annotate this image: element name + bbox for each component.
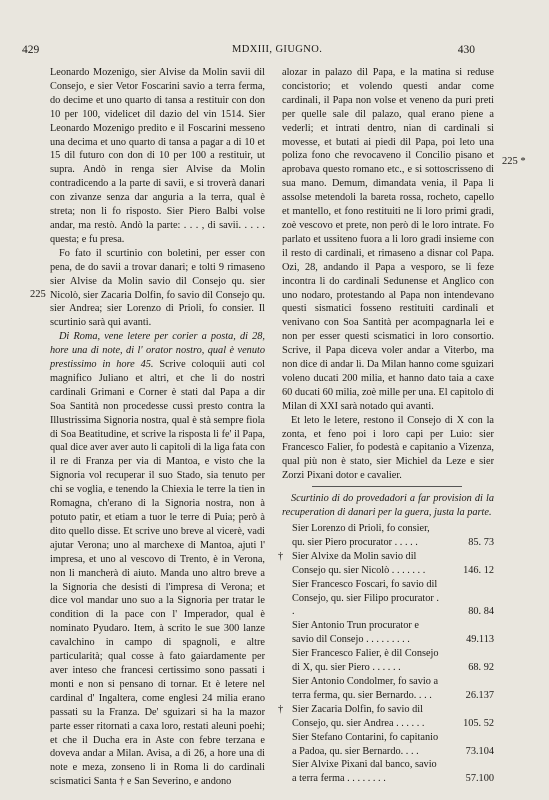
divider: [312, 486, 462, 487]
scrutiny-heading: Scurtinio di do provedadori a far provision di la recuperation di danari per la guera, justa la parte.: [282, 493, 494, 519]
page-number-left: 429: [22, 44, 40, 56]
vote-count: 73.104: [465, 745, 494, 757]
right-column: [278, 66, 494, 786]
vote-count: 146. 12: [463, 564, 494, 576]
candidate-name: Sier Francesco Foscari, fo savio dil Consejo, qu. sier Filipo procurator . .: [292, 578, 439, 618]
candidate-name: Sier Alvixe da Molin savio dil Consejo qu. sier Nicolò . . . . . . .: [292, 550, 426, 576]
table-row: [282, 758, 494, 786]
vote-count: 57.100: [465, 773, 494, 785]
table-row: [282, 578, 494, 620]
margin-number-right: 225 *: [502, 156, 526, 167]
vote-count: 49.113: [466, 634, 494, 646]
candidate-name: Sier Lorenzo di Prioli, fo consier, qu. sier Piero procurator . . . . .: [292, 523, 430, 548]
vote-count: 80. 84: [468, 606, 494, 618]
candidate-name: Sier Zacaria Dolfin, fo savio dil Consejo, qu. sier Andrea . . . . . .: [292, 703, 425, 729]
table-row: [282, 522, 494, 550]
paragraph: [50, 330, 265, 789]
running-header: MDXIII, GIUGNO.: [232, 44, 323, 55]
paragraph: Et leto le letere, restono il Consejo di X con la zonta, et feno poi i loro capi per Luio: sier Francesco Falier, fo podestà e capitanio a Vizenza, qual più non è stato, sier Michiel da Leze e sier Zorzi Pixani dotor e cavalier.: [282, 414, 494, 482]
table-row: [282, 647, 494, 675]
vote-count: 105. 52: [463, 717, 494, 729]
table-row: [278, 703, 494, 731]
elected-dagger-mark: †: [278, 703, 284, 715]
candidate-name: Sier Alvixe Pixani dal banco, savio a terra ferma . . . . . . . .: [292, 759, 437, 785]
paragraph: alozar in palazo dil Papa, e la matina si reduse concistorio; et volendo questi andar come cardinali, il Papa non volse et veneno da puri preti per quelle sale dil palazo, qual erano piene a vederli; et intrati dentro, nian di cardinali si movesse, et butati ai piedi dil Papa, poi leto una poliza fono che revocaveno il Concilio pisano et aprobava questo romano etc., e si sottoscrisseno di sua mano. Demum, dimandata venia, il Papa li assolse metendoli la bareta rossa, rocheto, capello et mantello, et fono restituiti ne li loro primi gradi, zoè vescovo et prete, non però di le loro intrate. Fo parlato et ussiteno fuora a li loro gradi insieme con il resto di cardinali, et rimaseno a disnar col Papa. Ozi, 28, andando il Papa a vesporo, se li feze incontra li do cardinali Sedunense et Anglico con uno nodaro, protestando al Papa non intendevano questi sismatici fosseno restituiti cardinali et venivano con Soa Santità per acompagnarla lei e non per esser questi scismatici in loro consortio. Scrive, il Papa diceva voler andar a Viterbo, ma non dice di andar lì. Da Milan hanno come sguizari voleno ducati 200 milia, et hanno dato taia a caxe 60 ducati 60 milia, zoè mille per una. El capitolo di Milan di XXI sarà notado qui avanti.: [282, 67, 494, 412]
page-number-right: 430: [457, 44, 475, 56]
dispatch-heading: Di Roma, vene letere per corier a posta, di 28, hore una di note, di l' orator nostro, qual è venuto prestissimo in hore 45.: [50, 331, 265, 371]
paragraph: Fo fato il scurtinio con boletini, per esser con pena, de do savii a trovar danari; e tolti 9 rimaseno sier Alvise da Molin savio dil Consejo qu. sier Nicolò, sier Zacaria Dolfin, fo savio dil Consejo qu. sier Andrea; sier Lorenzo di Prioli, fo consier. Il scurtinio sarà qui avanti.: [50, 247, 265, 329]
left-column: [50, 66, 265, 789]
candidate-name: Sier Francesco Falier, è dil Consejo di X, qu. sier Piero . . . . . .: [292, 648, 439, 674]
vote-count: 68. 92: [468, 662, 494, 674]
scrutiny-table: [278, 522, 494, 786]
table-row: [278, 550, 494, 578]
elected-dagger-mark: †: [278, 550, 284, 562]
table-row: [282, 619, 494, 647]
candidate-name: Sier Antonio Condolmer, fo savio a terra ferma, qu. sier Bernardo. . . .: [292, 675, 439, 701]
table-row: [282, 675, 494, 703]
candidate-name: Sier Stefano Contarini, fo capitanio a Padoa, qu. sier Bernardo. . . .: [292, 731, 439, 757]
dispatch-text: Scrive coloquii auti col magnifico Juliano et altri, et che li do nostri cardinali Grimani e Corner è stati dal Papa a dir Soa Santità non procedesse cussì presto contra la Illustrissima Signoria nostra, qual è stà sempre fiola di Soa Beatitudine, et scrive la risposta li fe' il Papa, qual dice aver aver auto li capitoli di la liga fata con il re di Franza per via di Mantoa, e visto che la Signoria vol recuperar il suo Stado, sia tenuto per chi se voglia, e tenendo la Chiexia le terre la tien in Romagna, ch'erano di la Signoria nostra, non à potuto patir, et etiam a tuor le terre di Puia; però à dito quello disse. Et scrive uno breve al vicerè, vadi ajutar Verona; uno al marchexe di Mantoa, ajuti l' impresa, et uno al vescovo di Trento, è in Verona, non li mancherà di aiuto. Manda uno altro breve a la Signoria che desisti di l'impresa di Verona; et dice vol mandar uno suo a la Signoria per tratar le condition di la pace con l' Imperador, qual è nominato Pyudaro. Item, à scrito le sue 300 lanze cavalchino in campo di spagnoli, e altre particularità; qual cosse à fato gaiardamente per aver inteso che francesi certissimo sono passati i monti e non si pensano di tornar. Et è letere nel cardinal d' Ingaltera, come englesi 24 milia erano passati su la Franza. De' sguizari si ha la mazor parte esser ritornati a caxa loro, restati aleuni poehi; et che il Ducha era in Aste con febre terzana e doveva andar a Milan. Avisa, a di 26, a hore una di note e meza, zonseno li in Roma li do cardinali scismatici Santa † e San Severino, e andono: [50, 359, 265, 788]
margin-number-left: 225: [30, 289, 46, 300]
vote-count: 85. 73: [468, 536, 494, 548]
table-row: [282, 731, 494, 759]
paragraph: Leonardo Mozenigo, sier Alvise da Molin savii dil Consejo, e sier Vetor Foscarini savio a terra ferma, do decime et uno quarto di tansa a restituir con don 10 per 100, videlicet dil dazio del vin 1514. Sier Leonardo Mozenigo predito e il Foscarini messeno una decima et uno quarto di tansa a pagar a di 10 et 15 dil futuro con don di 10 per 100 a restituir, ut supra. Andò in renga sier Alvise da Molin contradicendo a la parte di savii, e si troverà danari con zivanze senza dar anguria a la terra, qual è streta; non li fo risposto. Sier Piero Balbi volse andar, ma restò. Andò la parte: . . . , di savii. . . . . questa; e fu presa.: [50, 67, 265, 245]
candidate-name: Sier Antonio Trun procurator e savio dil Consejo . . . . . . . . .: [292, 620, 419, 646]
vote-count: 26.137: [465, 689, 494, 701]
